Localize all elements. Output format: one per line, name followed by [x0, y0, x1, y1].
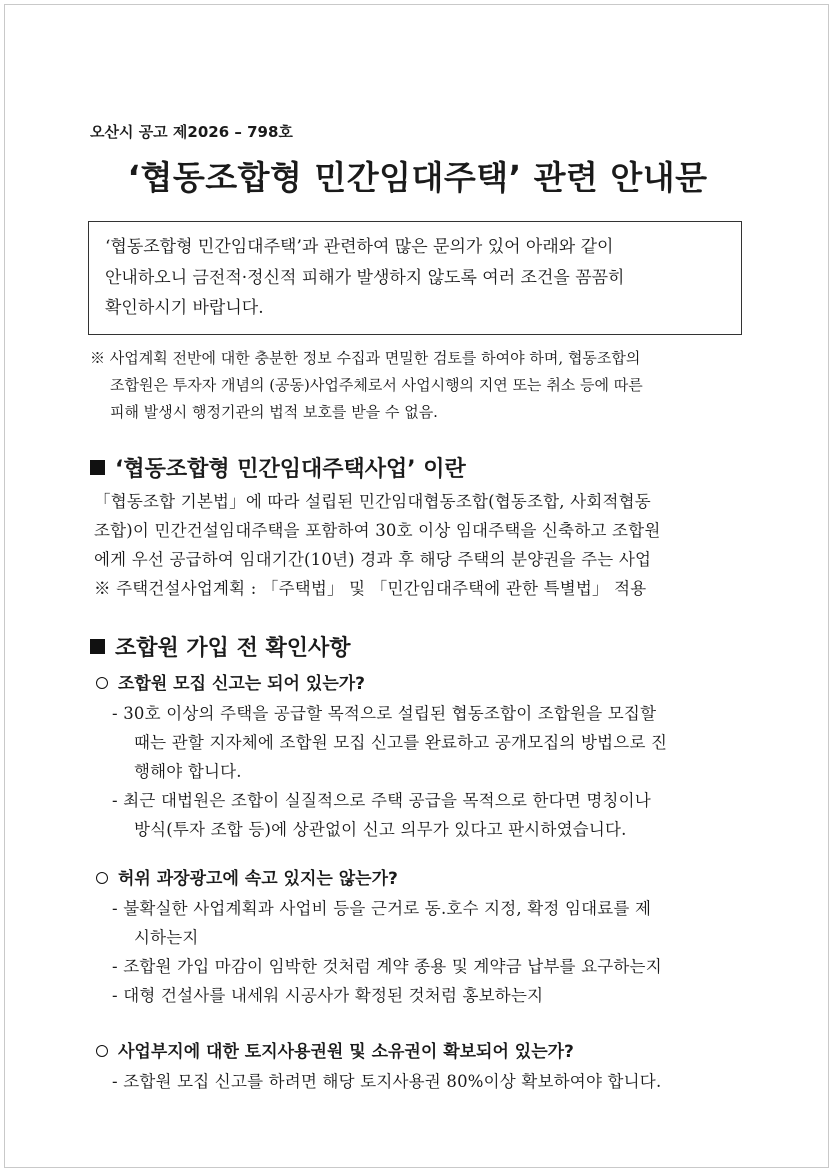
section1-heading-text: ‘협동조합형 민간임대주택사업’ 이란 — [115, 457, 466, 482]
section1-line: 에게 우선 공급하여 임대기간(10년) 경과 후 해당 주택의 분양권을 주는 사업 — [94, 550, 652, 569]
section2-heading — [90, 631, 351, 662]
circle-bullet-icon — [96, 1045, 108, 1057]
square-bullet-icon — [90, 460, 105, 475]
question-title-text: 사업부지에 대한 토지사용권원 및 소유권이 확보되어 있는가? — [118, 1042, 574, 1062]
question-item-line: 행해야 합니다. — [134, 762, 242, 781]
circle-bullet-icon — [96, 872, 108, 884]
question-item-line: 방식(투자 조합 등)에 상관없이 신고 의무가 있다고 판시하였습니다. — [134, 820, 627, 839]
question-item-line: - 조합원 모집 신고를 하려면 해당 토지사용권 80%이상 확보하여야 합니다. — [112, 1072, 662, 1091]
intro-box — [88, 221, 742, 335]
section1-note: ※ 주택건설사업계획 : 「주택법」 및 「민간임대주택에 관한 특별법」 적용 — [94, 579, 647, 598]
question-title — [96, 1037, 574, 1062]
question-item-line: - 30호 이상의 주택을 공급할 목적으로 설립된 협동조합이 조합원을 모집할 — [112, 704, 657, 723]
section1-line: 「협동조합 기본법」에 따라 설립된 민간임대협동조합(협동조합, 사회적협동 — [94, 492, 651, 511]
warning-note-line: 피해 발생시 행정기관의 법적 보호를 받을 수 없음. — [110, 403, 438, 421]
intro-line: ‘협동조합형 민간임대주택’과 관련하여 많은 문의가 있어 아래와 같이 — [105, 237, 614, 257]
question-item-line: - 불확실한 사업계획과 사업비 등을 근거로 동.호수 지정, 확정 임대료를 제 — [112, 899, 652, 918]
question-item-line: - 조합원 가입 마감이 임박한 것처럼 계약 종용 및 계약금 납부를 요구하는지 — [112, 957, 662, 976]
question-item-line: - 최근 대법원은 조합이 실질적으로 주택 공급을 목적으로 한다면 명칭이나 — [112, 791, 651, 810]
document-title: ‘협동조합형 민간임대주택’ 관련 안내문 — [127, 158, 708, 197]
warning-note-line: 조합원은 투자자 개념의 (공동)사업주체로서 사업시행의 지연 또는 취소 등에 따른 — [110, 376, 643, 394]
section2-heading-text: 조합원 가입 전 확인사항 — [115, 636, 351, 661]
question-title — [96, 669, 365, 694]
section1-heading — [90, 452, 466, 483]
circle-bullet-icon — [96, 677, 108, 689]
square-bullet-icon — [90, 639, 105, 654]
question-item-line: 시하는지 — [134, 928, 199, 947]
warning-note-line: ※ 사업계획 전반에 대한 충분한 정보 수집과 면밀한 검토를 하여야 하며, 협동조합의 — [90, 349, 641, 367]
question-item-line: - 대형 건설사를 내세워 시공사가 확정된 것처럼 홍보하는지 — [112, 986, 544, 1005]
intro-line: 확인하시기 바랍니다. — [105, 298, 264, 318]
intro-line: 안내하오니 금전적·정신적 피해가 발생하지 않도록 여러 조건을 꼼꼼히 — [105, 267, 625, 288]
section1-line: 조합)이 민간건설임대주택을 포함하여 30호 이상 임대주택을 신축하고 조합원 — [94, 521, 661, 540]
notice-number: 오산시 공고 제2026 – 798호 — [90, 123, 293, 141]
question-title-text: 조합원 모집 신고는 되어 있는가? — [118, 674, 366, 694]
question-title-text: 허위 과장광고에 속고 있지는 않는가? — [118, 869, 398, 889]
question-item-line: 때는 관할 지자체에 조합원 모집 신고를 완료하고 공개모집의 방법으로 진 — [134, 733, 668, 752]
question-title — [96, 864, 398, 889]
